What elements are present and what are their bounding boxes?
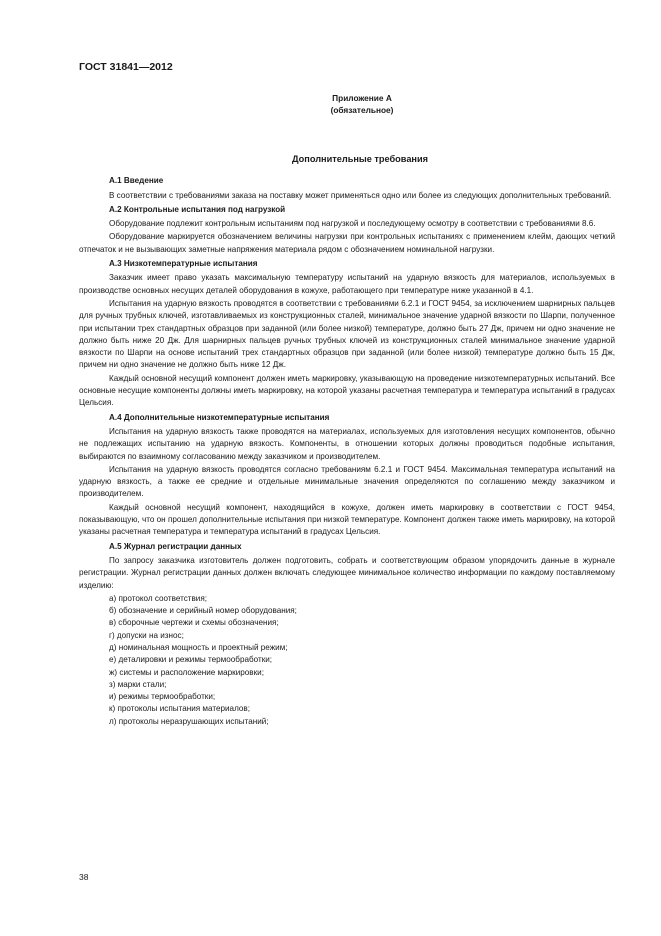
list-item: е) деталировки и режимы термообработки;	[109, 655, 273, 665]
paragraph: Оборудование маркируется обозначением величины нагрузки при контрольных испытаниях с применением клейм, дающих четкий отпечаток и не вызывающих заметные напряжения материала рядом с обозначением номинальной нагрузки.	[79, 232, 615, 254]
paragraph: Испытания на ударную вязкость проводятся в соответствии с требованиями 6.2.1 и ГОСТ 9454, за исключением шарнирных пальцев для ручных трубных ключей, изготавливаемых из конструкционных сталей, минимальное значение ударной вязкости по Шарпи, полученное при испытании трех стандартных образцов при заданной (или более низкой) температуре, должно быть 27 Дж, причем ни одно значение не должно быть ниже 20 Дж. Для шарнирных пальцев ручных трубных ключей из конструкционных сталей минимальное значение ударной вязкости по Шарпи на основе испытаний трех стандартных образцов при заданной (или более низкой) температуре должно быть 15 Дж, причем ни одно значение не должно быть ниже 12 Дж.	[79, 298, 615, 370]
list-item: и) режимы термообработки;	[109, 692, 216, 702]
document-header: ГОСТ 31841—2012	[79, 61, 173, 73]
paragraph: Каждый основной несущий компонент, находящийся в кожухе, должен иметь маркировку в соответствии с ГОСТ 9454, показывающую, что он прошел дополнительные испытания при низкой температуре. Компонент должен также иметь маркировку, на которой указаны расчетная температура и температура испытаний в градусах Цельсия.	[79, 502, 615, 537]
paragraph: Заказчик имеет право указать максимальную температуру испытаний на ударную вязкость для материалов, используемых в производстве основных несущих деталей оборудования в кожухе, работающего при температуре ниже указанной в 4.1.	[79, 273, 615, 295]
document-body	[79, 92, 615, 728]
section-heading: А.1 Введение	[109, 176, 164, 186]
paragraph: В соответствии с требованиями заказа на поставку может применяться одно или более из следующих дополнительных требований.	[109, 190, 612, 200]
section-heading: А.5 Журнал регистрации данных	[109, 541, 242, 551]
paragraph: Испытания на ударную вязкость проводятся согласно требованиям 6.2.1 и ГОСТ 9454. Максимальная температура испытаний на ударную вязкость, а также ее средние и отдельные минимальные значения определяются по соглашению между заказчиком и производителем.	[79, 464, 615, 499]
section-heading: А.2 Контрольные испытания под нагрузкой	[109, 204, 286, 214]
paragraph: Испытания на ударную вязкость также проводятся на материалах, используемых для изготовления несущих компонентов, обычно не подлежащих испытанию на ударную вязкость. Компоненты, в отношении которых должны проводиться подобные испытания, выбираются по взаимному согласованию между заказчиком и производителем.	[79, 426, 615, 461]
requirements-list	[79, 593, 615, 728]
appendix-subtitle: (обязательное)	[330, 105, 394, 115]
list-item: ж) системы и расположение маркировки;	[109, 667, 264, 677]
list-item: в) сборочные чертежи и схемы обозначения;	[109, 618, 279, 628]
paragraph: Оборудование подлежит контрольным испытаниям под нагрузкой и последующему осмотру в соответствии с требованиями 8.6.	[109, 219, 596, 229]
section-heading: А.3 Низкотемпературные испытания	[109, 259, 258, 269]
list-item: д) номинальная мощность и проектный режим;	[109, 642, 288, 652]
list-item: з) марки стали;	[109, 679, 167, 689]
paragraph: Каждый основной несущий компонент должен иметь маркировку, указывающую на проведение низкотемпературных испытаний. Все основные несущие компоненты должны иметь маркировку, на которой указаны расчетная температура и температура испытаний в градусах Цельсия.	[79, 373, 615, 408]
list-item: к) протоколы испытания материалов;	[109, 704, 250, 714]
paragraph: По запросу заказчика изготовитель должен подготовить, собрать и соответствующим образом упорядочить данные в журнале регистрации. Журнал регистрации данных должен включать следующее минимальное количество информации по каждому поставляемому изделию:	[79, 555, 615, 590]
main-title: Дополнительные требования	[292, 154, 428, 164]
list-item: г) допуски на износ;	[109, 630, 184, 640]
list-item: л) протоколы неразрушающих испытаний;	[109, 716, 269, 726]
list-item: б) обозначение и серийный номер оборудования;	[109, 606, 297, 616]
page-number: 38	[79, 872, 89, 882]
appendix-title: Приложение А	[332, 93, 392, 103]
section-heading: А.4 Дополнительные низкотемпературные испытания	[109, 412, 330, 422]
list-item: а) протокол соответствия;	[109, 593, 208, 603]
